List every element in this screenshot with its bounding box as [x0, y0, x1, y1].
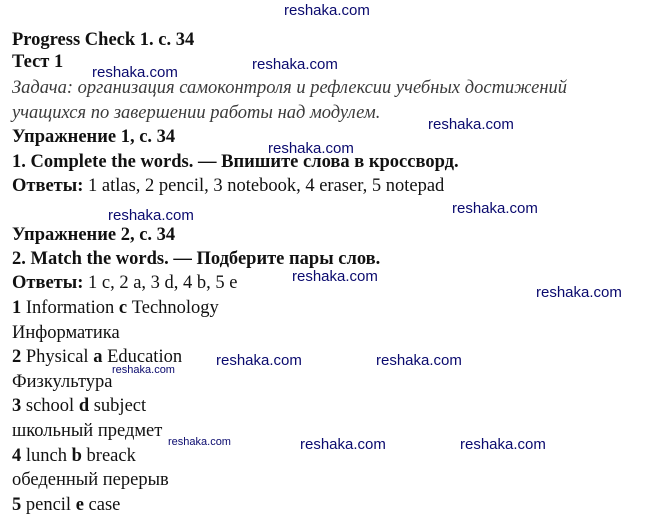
task-description-line1: Задача: организация самоконтроля и рефлексии учебных достижений — [12, 78, 568, 98]
pair-number: 4 — [12, 446, 22, 466]
exercise2-answers — [12, 274, 238, 293]
pair-word1: pencil — [25, 495, 72, 515]
watermark-text: reshaka.com — [300, 436, 386, 453]
pair-number: 3 — [12, 396, 22, 416]
pair-letter: b — [71, 446, 82, 466]
watermark-text: reshaka.com — [112, 364, 175, 376]
watermark-text: reshaka.com — [292, 268, 378, 285]
pair-letter: d — [78, 396, 90, 416]
watermark-text: reshaka.com — [268, 140, 354, 157]
pair-word2: case — [88, 495, 121, 515]
pair-word1: Information — [25, 298, 115, 318]
document-title: Progress Check 1. с. 34 — [12, 30, 195, 50]
pair-letter: е — [75, 495, 84, 515]
pair-word2: Technology — [131, 298, 219, 318]
exercise1-heading: Упражнение 1, с. 34 — [12, 127, 176, 147]
pair-translation: обеденный перерыв — [12, 470, 169, 490]
watermark-text: reshaka.com — [252, 56, 338, 73]
pair-translation: Физкультура — [12, 372, 113, 392]
watermark-text: reshaka.com — [168, 436, 231, 448]
exercise1-answers — [12, 177, 444, 196]
pair-word2: subject — [93, 396, 147, 416]
pair-number: 2 — [12, 347, 22, 367]
exercise2-heading: Упражнение 2, с. 34 — [12, 225, 176, 245]
pair-item — [12, 447, 136, 466]
pair-word1: lunch — [25, 446, 67, 466]
exercise1-instruction: 1. Complete the words. — Впишите слова в кроссворд. — [12, 152, 459, 172]
pair-word1: school — [25, 396, 75, 416]
watermark-text: reshaka.com — [216, 352, 302, 369]
answers-label: Ответы: — [12, 176, 84, 196]
pair-word2: breack — [86, 446, 136, 466]
pair-item — [12, 397, 146, 416]
watermark-text: reshaka.com — [284, 2, 370, 19]
answers-text: 1 atlas, 2 pencil, 3 notebook, 4 eraser, 5 notepad — [88, 176, 445, 196]
pair-letter: с — [118, 298, 128, 318]
watermark-text: reshaka.com — [452, 200, 538, 217]
answers-label: Ответы: — [12, 273, 84, 293]
pair-item — [12, 496, 120, 515]
pair-letter: а — [93, 347, 103, 367]
watermark-text: reshaka.com — [536, 284, 622, 301]
answers-text: 1 с, 2 а, 3 d, 4 b, 5 е — [88, 273, 238, 293]
watermark-text: reshaka.com — [460, 436, 546, 453]
watermark-text: reshaka.com — [92, 64, 178, 81]
test-label: Тест 1 — [12, 52, 64, 72]
pair-number: 1 — [12, 298, 22, 318]
pair-word2: Education — [107, 347, 183, 367]
watermark-text: reshaka.com — [108, 207, 194, 224]
pair-translation: школьный предмет — [12, 421, 163, 441]
pair-translation: Информатика — [12, 323, 120, 343]
watermark-text: reshaka.com — [376, 352, 462, 369]
pair-number: 5 — [12, 495, 22, 515]
watermark-text: reshaka.com — [428, 116, 514, 133]
exercise2-instruction: 2. Match the words. — Подберите пары слов. — [12, 249, 381, 269]
pair-word1: Physical — [25, 347, 89, 367]
pair-item — [12, 299, 219, 318]
pair-item — [12, 348, 182, 367]
task-description-line2: учащихся по завершении работы над модулем. — [12, 103, 381, 123]
